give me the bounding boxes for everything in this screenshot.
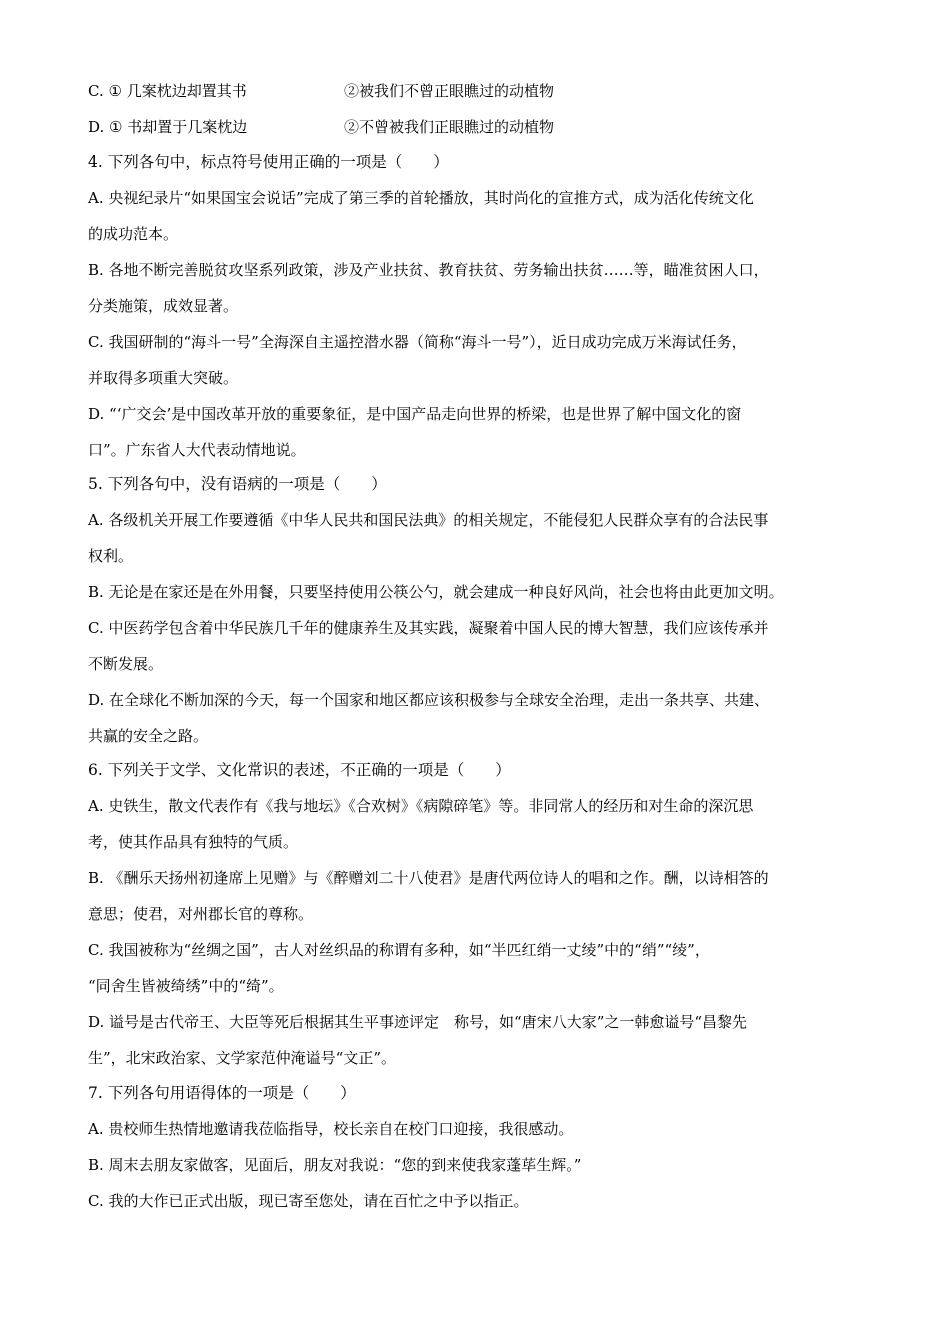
question-4-option-d-line2: 口”。广东省人大代表动情地说。 bbox=[88, 441, 306, 459]
question-4-option-d-line1: D. “‘广交会’是中国改革开放的重要象征，是中国产品走向世界的桥梁，也是世界了解中国文化的窗 bbox=[88, 405, 742, 423]
question-4-option-b-line2: 分类施策，成效显著。 bbox=[88, 297, 239, 315]
question-5-option-a-line2: 权利。 bbox=[88, 547, 134, 565]
question-7-option-b-line1: B. 周末去朋友家做客，见面后，朋友对我说：“您的到来使我家蓬荜生辉。” bbox=[88, 1156, 582, 1174]
question-7-option-c-line1: C. 我的大作已正式出版，现已寄至您处，请在百忙之中予以指正。 bbox=[88, 1192, 529, 1210]
prev-option-d bbox=[88, 117, 555, 137]
question-4-option-c-line1: C. 我国研制的“海斗一号”全海深自主遥控潜水器（简称“海斗一号”），近日成功完成万米海试任务， bbox=[88, 333, 747, 351]
question-4-option-a-line1: A. 央视纪录片“如果国宝会说话”完成了第三季的首轮播放，其时尚化的宣推方式，成为活化传统文化 bbox=[88, 189, 754, 207]
question-5-option-a-line1: A. 各级机关开展工作要遵循《中华人民共和国民法典》的相关规定，不能侵犯人民群众享有的合法民事 bbox=[88, 511, 769, 529]
question-6-option-c-line2: “同舍生皆被绮绣”中的“绮”。 bbox=[88, 977, 284, 995]
question-5-stem: 5. 下列各句中，没有语病的一项是（ ） bbox=[88, 475, 387, 493]
question-6-option-b-line1: B. 《酬乐天扬州初逢席上见赠》与《醉赠刘二十八使君》是唐代两位诗人的唱和之作。酬，以诗相答的 bbox=[88, 869, 769, 887]
option-label: C. bbox=[88, 82, 109, 100]
question-7-stem: 7. 下列各句用语得体的一项是（ ） bbox=[88, 1084, 356, 1102]
question-6-option-b-line2: 意思；使君，对州郡长官的尊称。 bbox=[88, 905, 314, 923]
option-part2: ②不曾被我们正眼瞧过的动植物 bbox=[344, 118, 555, 136]
question-4-option-a-line2: 的成功范本。 bbox=[88, 225, 179, 243]
question-5-option-d-line1: D. 在全球化不断加深的今天，每一个国家和地区都应该积极参与全球安全治理，走出一条共享、共建、 bbox=[88, 691, 770, 709]
question-6-option-d-line1: D. 谥号是古代帝王、大臣等死后根据其生平事迹评定 称号，如“唐宋八大家”之一韩愈谥号“昌黎先 bbox=[88, 1013, 748, 1031]
option-label: D. bbox=[88, 118, 110, 136]
prev-option-c bbox=[88, 81, 555, 101]
question-6-option-a-line2: 考，使其作品具有独特的气质。 bbox=[88, 833, 299, 851]
question-5-option-d-line2: 共赢的安全之路。 bbox=[88, 727, 209, 745]
question-6-stem: 6. 下列关于文学、文化常识的表述，不正确的一项是（ ） bbox=[88, 761, 511, 779]
question-5-option-b-line1: B. 无论是在家还是在外用餐，只要坚持使用公筷公勺，就会建成一种良好风尚，社会也将由此更加文明。 bbox=[88, 583, 784, 601]
question-6-option-d-line2: 生”，北宋政治家、文学家范仲淹谥号“文正”。 bbox=[88, 1049, 397, 1067]
option-part2: ②被我们不曾正眼瞧过的动植物 bbox=[344, 82, 555, 100]
question-7-option-a-line1: A. 贵校师生热情地邀请我莅临指导，校长亲自在校门口迎接，我很感动。 bbox=[88, 1120, 574, 1138]
question-4-option-b-line1: B. 各地不断完善脱贫攻坚系列政策，涉及产业扶贫、教育扶贫、劳务输出扶贫……等，瞄准贫困人口， bbox=[88, 261, 769, 279]
option-part1: ① 书却置于几案枕边 bbox=[109, 118, 248, 136]
question-4-option-c-line2: 并取得多项重大突破。 bbox=[88, 369, 239, 387]
question-4-stem: 4. 下列各句中，标点符号使用正确的一项是（ ） bbox=[88, 153, 449, 171]
question-6-option-c-line1: C. 我国被称为“丝绸之国”，古人对丝织品的称谓有多种，如“半匹红绡一丈绫”中的“绡”“绫”， bbox=[88, 941, 710, 959]
option-part1: ① 几案枕边却置其书 bbox=[108, 82, 247, 100]
question-5-option-c-line1: C. 中医药学包含着中华民族几千年的健康养生及其实践，凝聚着中国人民的博大智慧，我们应该传承并 bbox=[88, 619, 769, 637]
question-6-option-a-line1: A. 史铁生，散文代表作有《我与地坛》《合欢树》《病隙碎笔》等。非同常人的经历和对生命的深沉思 bbox=[88, 797, 754, 815]
question-5-option-c-line2: 不断发展。 bbox=[88, 655, 164, 673]
